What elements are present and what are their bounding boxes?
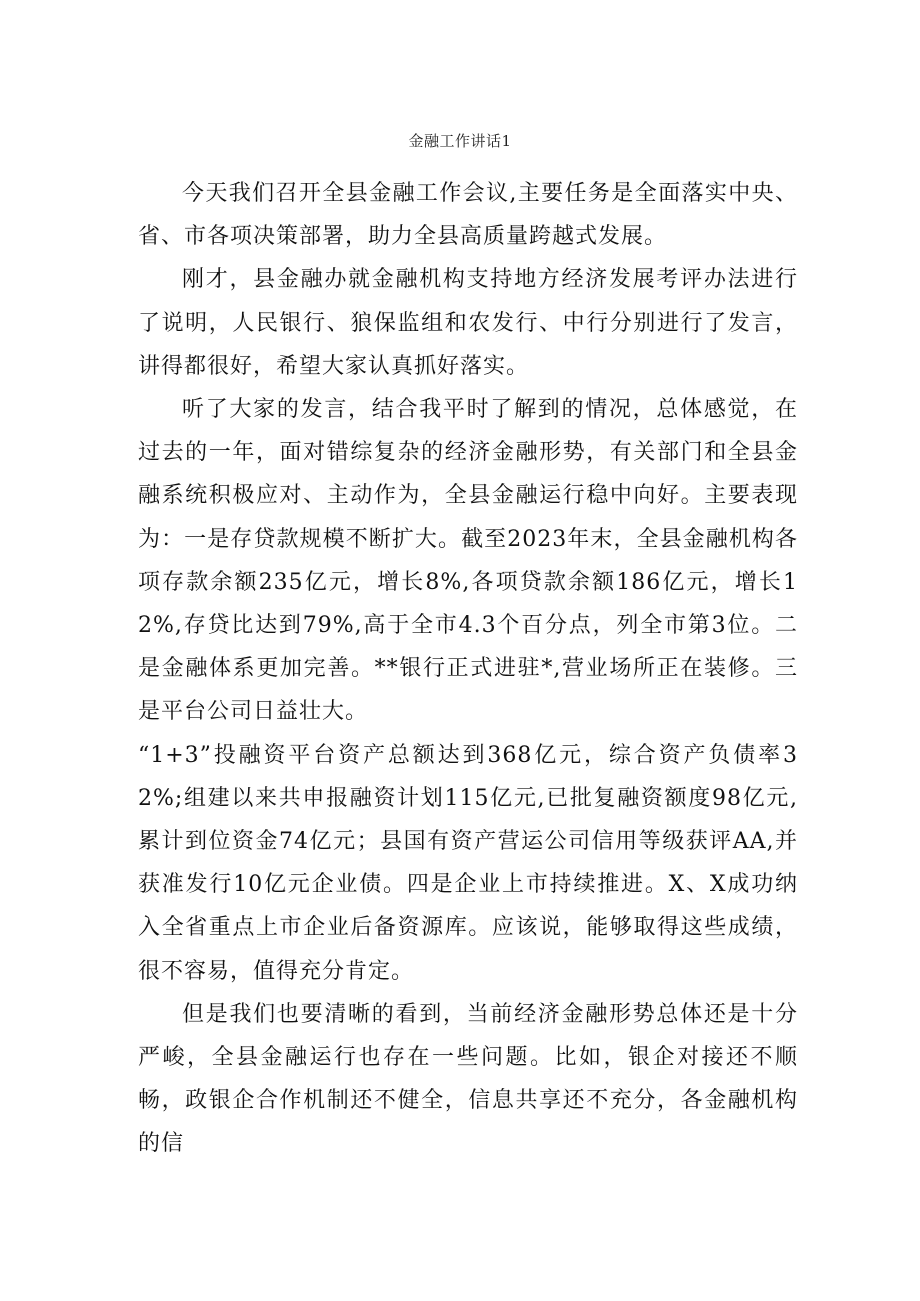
paragraph-review: 刚才，县金融办就金融机构支持地方经济发展考评办法进行了说明，人民银行、狼保监组和农发行、中行分别进行了发言，讲得都很好，希望大家认真抓好落实。	[138, 267, 798, 379]
document-body	[138, 172, 798, 1166]
paragraph-problems: 但是我们也要清晰的看到，当前经济金融形势总体还是十分严峻，全县金融运行也存在一些问题。比如，银企对接还不顺畅，政银企合作机制还不健全，信息共享还不充分，各金融机构的信	[138, 1001, 798, 1157]
paragraph-platform-results: “1+3”投融资平台资产总额达到368亿元，综合资产负债率32%;组建以来共申报融资计划115亿元,已批复融资额度98亿元,累计到位资金74亿元；县国有资产营运公司信用等级获评AA,并获准发行10亿元企业债。四是企业上市持续推进。X、X成功纳入全省重点上市企业后备资源库。应该说，能够取得这些成绩，很不容易，值得充分肯定。	[138, 742, 798, 984]
paragraph-achievements: 听了大家的发言，结合我平时了解到的情况，总体感觉，在过去的一年，面对错综复杂的经济金融形势，有关部门和全县金融系统积极应对、主动作为，全县金融运行稳中向好。主要表现为：一是存贷款规模不断扩大。截至2023年末，全县金融机构各项存款余额235亿元，增长8%,各项贷款余额186亿元，增长12%,存贷比达到79%,高于全市4.3个百分点，列全市第3位。二是金融体系更加完善。**银行正式进驻*,营业场所正在装修。三是平台公司日益壮大。	[138, 397, 798, 725]
document-title: 金融工作讲话1	[408, 132, 512, 150]
paragraph-opening: 今天我们召开全县金融工作会议,主要任务是全面落实中央、省、市各项决策部署，助力全县高质量跨越式发展。	[138, 181, 798, 250]
